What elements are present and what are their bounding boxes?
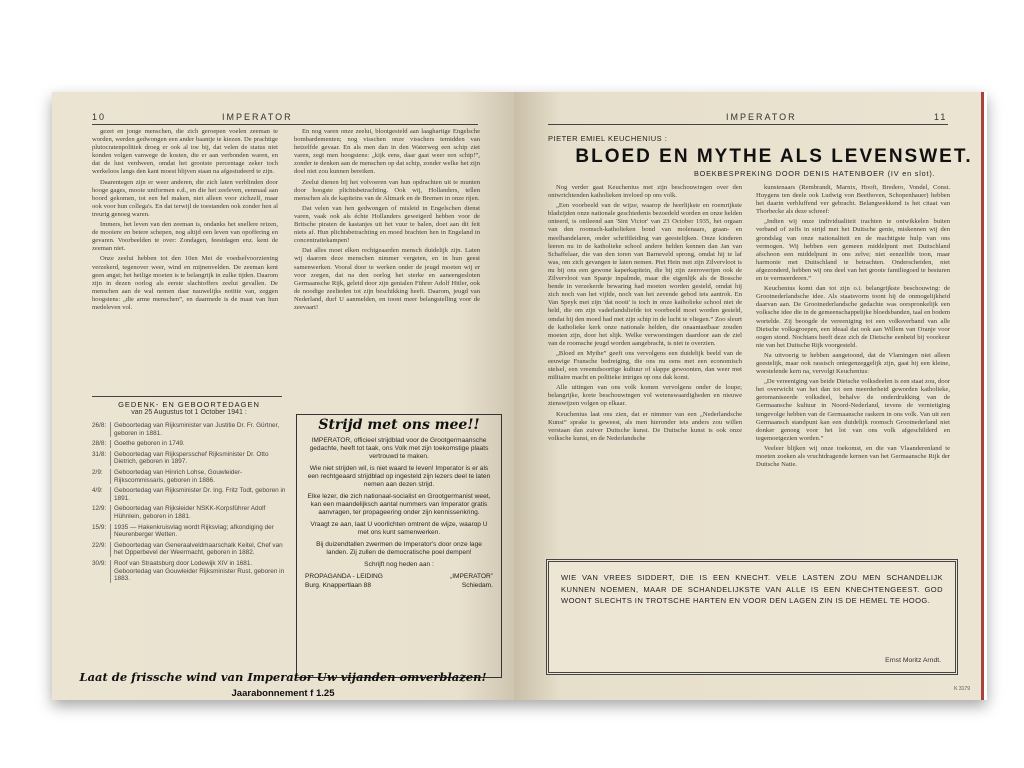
quote-box [546, 559, 958, 675]
gedenk-section [92, 400, 286, 586]
strijd-title: Strijd met ons mee!! [318, 417, 480, 433]
paragraph: „Indien wij onze individualiteit trachten te ontwikkelen buiten verband of zelfs in strijd met het Duitsche genie, miskennen wij den grondslag van onze nationaliteit en de machtigste hulp van ons vermogen. Wij hebben een gemeen middelpunt met Duitschland afschoon een middelpunt in ons zelve; niet eenzelfde toon, maar harmonie met Duitschland te betrachten. Onderscheiden, niet afgezonderd, hebben wij ons deel van het groote familiegoed te besturen en te vermeerderen.” [756, 218, 950, 283]
city: Schiedam. [461, 581, 493, 589]
left-page-header: IMPERATOR [222, 112, 293, 122]
quote-text: WIE VAN VREES SIDDERT, DIE IS EEN KNECHT. VELE LASTEN ZOU MEN SCHANDELIJK KUNNEN NOEMEN, MAAR DE SCHANDELIJKSTE VAN ALLE IS EEN KNECHTENGEEST. GOD WOONT SLECHTS IN TROTSCHE HARTEN EN VOOR DEN LAGEN ZIN IS DE HEMEL TE HOOG. [561, 573, 943, 605]
gedenk-text: Geboortedag van Rijksleider NSKK-Korpsführer Adolf Hühnlein, geboren in 1881. [110, 505, 286, 520]
red-cover-edge [981, 92, 984, 700]
paragraph: Onze zeelui hebben tot den 10en Mei de voedselvoorziening verzekerd, tegenover weer, wind en mijnenvelden. De zeeman kent geen angst; het heilige moeten is te belangrijk in zulke tijden. Daarom zijn in dezen oorlog als eerste slachtoffers zeelui gevallen. De menschen aan de wal nemen daar nauwelijks notitie van, zeggen hoogstens: „die arme menschen”, en daarmede is de maat van hun medeleven vol. [92, 255, 278, 311]
magazine-spread [52, 92, 987, 700]
gedenk-row [92, 542, 286, 557]
paragraph: Veeleer blijken wij onze toekomst, en die van Vlaanderenland te moeten zoeken als vruchtdragende kernen van het Germaansche Rijk der Duitsche Natie. [756, 444, 950, 469]
paragraph: Keuchenius komt dan tot zijn o.i. belangrijkste beschouwing: de Grootnederlandsche idee. Als staatsvorm toont hij de onmogelijkheid daarvan aan. De Grootnederlandsche gedachte was oorspronkelijk een volksche idee die in de gemeenschappelijke bloedsbanden, taal en bodem wortelde. Zij beoogde de vereeniging tot een volksverband van alle Dietsche volksgroepen, een ideaal dat ook aan Willem van Oranje voor oogen stond. Nochtans heeft deze zich de Dietsche eenheid bij voorkeur nie van het Duitsche Rijk voorgesteld. [756, 285, 950, 349]
gedenk-row [92, 469, 286, 484]
gedenk-row [92, 505, 286, 520]
paragraph: En nog varen onze zeelui, blootgesteld aan laaghartige Engelsche bombardementen; nog visschen onze visschers temidden van hetzelfde gevaar. En als men dan in den Waterweg een schip ziet varen, zegt men hoogstens: „kijk eens, daar gaat weer een schip!”, zonder te denken aan de menschen op dat schip, zonder welke het zijn doel niet zou kunnen bereiken. [294, 128, 480, 176]
page-number-left: 10 [92, 112, 107, 122]
header-rule [92, 124, 478, 125]
paragraph: Na uitvoerig te hebben aangetoond, dat de Vlamingen niet alleen geestelijk, maar ook rassisch ontegenzeggelijk zijn, gaat hij een kleine, worstelende kern na, vervolgt Keuchenius: [756, 351, 950, 376]
strijd-paragraph: Bij duizendtallen zwermen de Imperator's door onze lage landen. Zij zullen de democratische poel dempen! [316, 541, 482, 556]
gedenk-date: 15/9: [92, 523, 107, 531]
propaganda-label: PROPAGANDA - LEIDING [305, 573, 383, 580]
right-page [514, 92, 984, 700]
paragraph: Keuchenius laat ons zien, dat er nimmer van een „Nederlandsche Kunst” sprake is geweest, als men hieronder iets anders zou willen verstaan dan zuiver Duitsche kunst. De Duitsche kunst is ook onze volksche kunst, en de Nederlandsche [548, 410, 742, 442]
gedenk-date: 12/9: [92, 505, 107, 513]
gedenk-text: 1935 — Hakenkruisvlag wordt Rijksvlag; afkondiging der Neurenberger Wetten. [110, 524, 286, 539]
gedenk-subtitle: van 25 Augustus tot 1 October 1941 : [131, 409, 247, 416]
subscription-price: Jaarabonnement f 1.25 [231, 688, 335, 699]
gedenk-row [92, 560, 286, 583]
paragraph: Daarentegen zijn er weer anderen, die zich laten verblinden door hooge gages, mooie uniformen e.d., en die het zeeleven, eenmaal aan boord gekomen, tot een hel maken, niet alleen voor zichzelf, maar ook voor hun collega's. En dat terwijl de toestanden ook zonder hen al treurig genoeg waren. [92, 178, 278, 218]
gedenk-rule [92, 396, 282, 397]
paragraph: Nog verder gaat Keuchenius met zijn beschouwingen over den ontwrichtenden katholieken invloed op ons volk. [548, 184, 742, 200]
gedenk-text: Goethe geboren in 1749. [110, 440, 286, 448]
right-page-header: IMPERATOR [726, 112, 797, 122]
gedenk-text: Roof van Straatsburg door Lodewijk XIV in 1681. Geboortedag van Gouwleider Rijksminister Rust, geboren in 1883. [110, 560, 286, 583]
street-address: Burg. Knappertlaan 88 [305, 581, 371, 589]
paragraph: „Bloed en Mythe” geeft ons vervolgens een duidelijk beeld van de eeuwige Fransche bedreiging, die ons nu eens met een economisch stelsel, een vreemdsoortige kultuur of slappe gewoonten, dan weer met militaire macht en politieke intriges op ons dak komt. [548, 349, 742, 382]
gedenk-text: Geboortedag van Rijkspersschef Rijksminister Dr. Otto Dietrich, geboren in 1897. [110, 451, 286, 466]
strijd-paragraph: IMPERATOR, officieel strijdblad voor de Grootgermaansche gedachte, heeft tot taak, ons Volk met zijn toekomstige plaats vertrouwd te maken. [309, 437, 489, 460]
gedenk-text: Geboortedag van Generaalveldmaarschalk Keitel, Chef van het Opperbevel der Weermacht, geboren in 1882. [110, 542, 286, 557]
right-column-2 [756, 184, 950, 556]
gedenk-date: 26/8: [92, 422, 107, 429]
paragraph: „Een voorbeeld van de wijze, waarop de heerlijkste en roemrijkste bladzijden onze nationale geschiedenis bezoedeld worden en onze helden onteerd, is ontleend aan 'Sint Victor' van 23 October 1935, het orgaan van den roomsch-katholieken bond van molenaars, graan- en meelhandelaren, onder schriftleiding van geestelijken. Onze kinderen leeren nu in de katholieke school andere helden kennen dan Jan van Schaffelaar, die van den toren van Barneveld sprong, omdat hij te laf was, om zich gevangen te laten nemen. Piet Hein met zijn Zilvervloot is nu bij ons een gewone kaperkapitein, die bij zijn zeeroverijen ook de Zilvervloot van Spanje inpalmde, maar die eigenlijk als de Bossche bende in verzekerde bewaring had moeten worden gesteld, omdat hij zich noch van het vijfde, noch van het zevende gebod iets aantrok. En Van Speyk met zijn 'dat nooit' is toch in onze katholieke school niet de held, die om zijn vaderlandsliefde tot voorbeeld moet worden gesteld, omdat hij den moed had met zijn schip in de lucht te vliegen.” Zoo sleurt de katholieke kerk onze nationale helden, die onaantastbaar zouden moeten zijn, door het slijk. Welke verwoestingen daardoor aan de ziel van de roomsche jeugd worden aangebracht, is niet te overzien. [548, 202, 742, 347]
page-number-right: 11 [934, 112, 948, 122]
paragraph: gezet en jonge menschen, die zich geroepen voelen zeeman te worden, werden gedwongen een ander baantje te kiezen. De prachtige plutocratenpolitiek droeg er ook al toe bij, dat velen de status niet konden volgen vanwege de kosten, die er aan verbonden waren, en dat de lust verdween, omdat het grootste percentage zeker toch werkeloos langs den kant moest blijven staan na afgestudeerd te zijn. [92, 128, 278, 176]
left-column-2 [294, 128, 480, 390]
paragraph: Zeelui dienen bij het volvoeren van hun opdrachten uit te munten door hoogste plichtsbetrachting. Ook wij, Hollanders, tellen menschen als de kapiteins van de Altmark en de Bremen in onze rijen. [294, 178, 480, 202]
strijd-paragraph: Wie niet strijden wil, is niet waard te leven! Imperator is er als een rechtgeaard strijdblad op ingesteld zijn lezers deel te laten nemen aan dezen strijd. [307, 465, 491, 488]
gedenk-text: Geboortedag van Rijksminister van Justitie Dr. Fr. Gürtner, geboren in 1881. [110, 422, 286, 437]
article-subtitle: BOEKBESPREKING DOOR DENIS HATENBOER (IV en slot). [694, 169, 936, 178]
paragraph: „De vereeniging van beide Dietsche volksdeelen is een staat zou, door het overwicht van het dan tot een meerderheid geworden katholieke, geromaniseerde volksdeel, behalve de onderdrukking van de Germaansche kultuur in Noord-Nederland, tevens de vernietiging tengevolge hebben van de Germaansche raskern in ons volk. Van uit een Germaansch standpunt kan een duidelijk roomsch Grootnederland niet donker genoeg voor het lot van ons volk afgeschilderd en tegemoetgezien worden.” [756, 378, 950, 442]
article-author: PIETER EMIEL KEUCHENIUS : [548, 134, 668, 143]
gedenk-date: 30/9: [92, 559, 107, 567]
gedenk-date: 31/8: [92, 450, 107, 458]
gedenk-date: 22/9: [92, 541, 107, 549]
paragraph: Alle uitingen van ons volk komen vervolgens onder de loupe; belangrijke, korte beschouwingen vol wetenswaardigheden en nieuwe zienswijzen volgen op elkaar. [548, 384, 742, 408]
strijd-paragraph: Vraagt ze aan, laat U voorlichten omtrent de wijze, waarop U met ons kunt samenwerken. [310, 521, 488, 536]
right-column-1 [548, 184, 742, 556]
paragraph: kunstenaars (Rembrandt, Marnix, Hooft, Bredero, Vondel, Const. Huygens ten deele ook Ludwig von Beethoven, Schopenhauer) hebben het daarin verbluffend ver gebracht. Belangwekkend is het citaat van Thorbecke als deze schreef: [756, 184, 950, 216]
strijd-address-line-1 [297, 573, 501, 582]
paragraph: Immers, het leven van den zeeman is, ondanks het snellere reizen, de mooiere en betere schepen, nog altijd een leven van opoffering en gevaren. Voorbeelden te over: Zondagen, feestdagen enz. kent de zeeman niet. [92, 221, 278, 253]
quote-author: Ernst Moritz Arndt. [885, 657, 941, 664]
gedenk-text: Geboortedag van Rijksminister Dr. Ing. Fritz Todt, geboren in 1891. [110, 487, 286, 502]
strijd-paragraph: Schrijft nog heden aan : [364, 561, 434, 568]
print-code: K 3179 [954, 686, 970, 692]
gedenk-row [92, 487, 286, 502]
gedenk-row [92, 440, 286, 448]
gedenk-date: 28/8: [92, 440, 107, 448]
paragraph: Dat velen van hen gedwongen of misleid in Engelschen dienst varen, vaak ook als échte Hollanders geweigerd hebben voor de Britsche piraten de kastanjes uit het vuur te halen, doet aan dit feit niets af. Hun plichtsbetrachting en moed brachten hen in Engeland in concentratiekampen! [294, 204, 480, 245]
header-rule [548, 124, 948, 125]
strijd-box [296, 414, 502, 678]
slogan: Laat de frissche wind van Imperator Uw vijanden omverblazen! [79, 670, 487, 684]
gedenk-date: 4/9: [92, 487, 103, 495]
gedenk-row [92, 524, 286, 539]
gedenk-title: GEDENK- EN GEBOORTEDAGEN [118, 400, 260, 409]
left-column-1 [92, 128, 278, 390]
gedenk-date: 2/9: [92, 468, 103, 476]
gedenk-row [92, 422, 286, 437]
left-page [52, 92, 514, 700]
strijd-address-line-2 [297, 582, 501, 591]
paragraph: Dat alles moet elken rechtgeaarden mensch duidelijk zijn. Laten wij daarom deze menschen nimmer vergeten, en in hun geest samenwerken. Vooral door te werken onder de jeugd moeten wij er voor zorgen, dat na den oorlog het sterke en aaneengesloten Germaansche Rijk, geleid door zijn genialen Führer Adolf Hitler, ook de noodige zeelieden tot zijn beschikking heeft. Daarom, jeugd van Nederland, durf U aanmelden, en toont meer belangstelling voor de zeevaart! [294, 247, 480, 311]
article-title: BLOED EN MYTHE ALS LEVENSWET. [575, 146, 973, 167]
imperator-label: „IMPERATOR” [450, 573, 493, 580]
gedenk-row [92, 451, 286, 466]
gedenk-text: Geboortedag van Hinrich Lohse, Gouwleider-Rijkscommissaris, geboren in 1886. [110, 469, 286, 484]
strijd-paragraph: Elke lezer, die zich nationaal-socialist en Grootgermanist weet, kan een maandelijksch aantal nummers van Imperator gratis aanvragen, ter propageering onder zijn kennissenkring. [307, 493, 491, 516]
